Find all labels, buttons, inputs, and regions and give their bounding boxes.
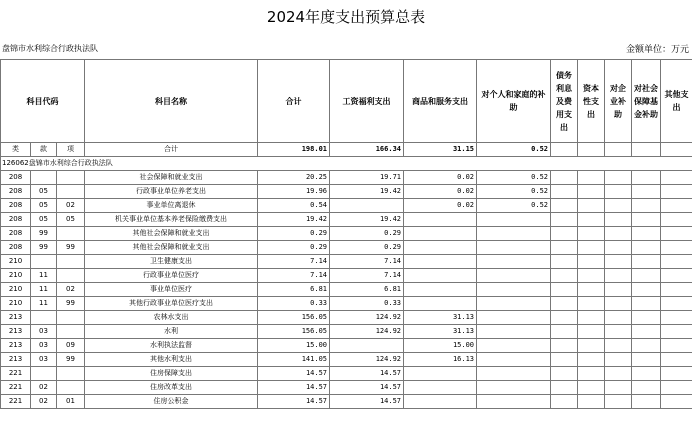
cell-name: 机关事业单位基本养老保险缴费支出 [85,213,258,227]
cell-empty [632,227,661,241]
cell-goods: 0.02 [404,185,477,199]
cell-lei: 208 [1,241,31,255]
cell-kuan: 05 [31,199,57,213]
cell-goods: 31.13 [404,311,477,325]
total-subsidy: 0.52 [477,143,551,157]
cell-kuan: 11 [31,283,57,297]
cell-xiang: 02 [57,283,85,297]
cell-subsidy [477,213,551,227]
cell-total: 19.42 [258,213,330,227]
cell-goods [404,255,477,269]
cell-empty [661,185,692,199]
cell-empty [661,227,692,241]
cell-empty [578,339,605,353]
cell-empty [578,241,605,255]
cell-empty [605,227,632,241]
col-other: 其他支出 [661,60,692,143]
cell-empty [661,297,692,311]
cell-empty [578,255,605,269]
table-row [1,283,692,297]
cell-subsidy [477,381,551,395]
cell-wages: 124.92 [330,325,404,339]
cell-empty [578,227,605,241]
cell-lei: 210 [1,255,31,269]
cell-total: 7.14 [258,269,330,283]
cell-empty [578,199,605,213]
cell-name: 农林水支出 [85,311,258,325]
cell-empty [632,297,661,311]
cell-wages [330,339,404,353]
total-wages: 166.34 [330,143,404,157]
cell-goods [404,283,477,297]
cell-empty [605,241,632,255]
cell-goods: 31.13 [404,325,477,339]
cell-lei: 221 [1,395,31,409]
cell-empty [551,339,578,353]
cell-wages: 0.33 [330,297,404,311]
cell-name: 行政事业单位养老支出 [85,185,258,199]
cell-name: 其他社会保障和就业支出 [85,227,258,241]
header-info [0,40,692,56]
total-sum: 198.01 [258,143,330,157]
cell-empty [551,241,578,255]
cell-empty [661,213,692,227]
cell-total: 141.05 [258,353,330,367]
amount-unit: 金额单位：万元 [625,45,689,55]
cell-subsidy [477,325,551,339]
cell-empty [605,171,632,185]
cell-empty [632,325,661,339]
cell-empty [661,269,692,283]
cell-total: 156.05 [258,311,330,325]
cell-subsidy [477,353,551,367]
cell-empty [578,269,605,283]
table-row [1,185,692,199]
cell-empty [632,353,661,367]
cell-empty [551,213,578,227]
cell-goods: 0.02 [404,199,477,213]
cell-empty [551,353,578,367]
cell-name: 其他行政事业单位医疗支出 [85,297,258,311]
cell-empty [605,269,632,283]
cell-empty [551,185,578,199]
cell-empty [551,255,578,269]
cell-empty [661,325,692,339]
cell-empty [632,213,661,227]
cell-name: 卫生健康支出 [85,255,258,269]
col-social-security: 对社会保障基金补助 [632,60,661,143]
cell-subsidy: 0.52 [477,171,551,185]
cell-wages [330,199,404,213]
cell-lei: 210 [1,283,31,297]
cell-name: 水利 [85,325,258,339]
cell-kuan [31,171,57,185]
cell-lei: 213 [1,325,31,339]
cell-empty [605,367,632,381]
cell-kuan: 11 [31,297,57,311]
cell-empty [605,297,632,311]
cell-empty [578,381,605,395]
cell-subsidy [477,241,551,255]
col-total: 合计 [258,60,330,143]
cell-empty [661,311,692,325]
cell-total: 20.25 [258,171,330,185]
cell-kuan: 99 [31,241,57,255]
cell-name: 住房公积金 [85,395,258,409]
cell-xiang [57,185,85,199]
cell-kuan: 05 [31,213,57,227]
cell-total: 0.54 [258,199,330,213]
cell-kuan [31,311,57,325]
cell-empty [551,297,578,311]
cell-empty [578,185,605,199]
cell-xiang [57,367,85,381]
cell-subsidy [477,255,551,269]
cell-empty [578,213,605,227]
cell-name: 社会保障和就业支出 [85,171,258,185]
cell-empty [605,311,632,325]
col-subject-name: 科目名称 [85,60,258,143]
cell-wages: 124.92 [330,311,404,325]
cell-empty [661,381,692,395]
cell-wages: 19.42 [330,185,404,199]
cell-xiang [57,269,85,283]
cell-total: 7.14 [258,255,330,269]
cell-subsidy: 0.52 [477,199,551,213]
cell-kuan: 11 [31,269,57,283]
cell-empty [632,339,661,353]
cell-empty [578,297,605,311]
cell-empty [551,325,578,339]
table-row [1,199,692,213]
cell-kuan: 05 [31,185,57,199]
col-kuan: 款 [31,143,57,157]
cell-empty [551,395,578,409]
cell-empty [632,185,661,199]
cell-empty [661,395,692,409]
cell-xiang: 05 [57,213,85,227]
cell-empty [661,241,692,255]
col-individual-subsidy: 对个人和家庭的补助 [477,60,551,143]
cell-lei: 213 [1,339,31,353]
cell-wages: 7.14 [330,255,404,269]
table-row [1,171,692,185]
cell-empty [578,395,605,409]
cell-kuan: 03 [31,325,57,339]
cell-lei: 208 [1,213,31,227]
cell-lei: 210 [1,297,31,311]
cell-wages: 14.57 [330,381,404,395]
cell-kuan [31,367,57,381]
cell-wages: 19.71 [330,171,404,185]
cell-subsidy [477,367,551,381]
cell-empty [661,353,692,367]
cell-goods [404,381,477,395]
cell-empty [605,213,632,227]
cell-total: 19.96 [258,185,330,199]
cell-kuan [31,255,57,269]
cell-empty [551,171,578,185]
cell-empty [605,395,632,409]
cell-empty [551,227,578,241]
cell-name: 其他社会保障和就业支出 [85,241,258,255]
table-row [1,353,692,367]
cell-total: 14.57 [258,381,330,395]
cell-goods [404,213,477,227]
cell-subsidy [477,297,551,311]
table-row [1,325,692,339]
table-row [1,381,692,395]
table-row [1,255,692,269]
cell-empty [551,199,578,213]
cell-total: 6.81 [258,283,330,297]
table-row [1,241,692,255]
cell-wages: 124.92 [330,353,404,367]
unit-name: 126062盘锦市水利综合行政执法队 [1,157,692,171]
cell-empty [661,171,692,185]
cell-empty [551,311,578,325]
cell-empty [578,171,605,185]
col-capital: 资本性支出 [578,60,605,143]
cell-name: 水利执法监督 [85,339,258,353]
cell-goods [404,269,477,283]
cell-empty [605,325,632,339]
cell-empty [578,353,605,367]
cell-xiang: 01 [57,395,85,409]
table-row [1,227,692,241]
cell-empty [551,381,578,395]
cell-empty [661,367,692,381]
cell-empty [605,255,632,269]
cell-empty [578,367,605,381]
cell-empty [551,367,578,381]
cell-xiang: 99 [57,297,85,311]
col-debt-interest: 债务利息及费用支出 [551,60,578,143]
cell-subsidy [477,311,551,325]
cell-subsidy [477,227,551,241]
cell-wages: 14.57 [330,367,404,381]
cell-xiang [57,381,85,395]
cell-wages: 14.57 [330,395,404,409]
cell-wages: 6.81 [330,283,404,297]
cell-goods: 15.00 [404,339,477,353]
cell-empty [632,171,661,185]
cell-xiang: 09 [57,339,85,353]
total-label: 合计 [85,143,258,157]
cell-empty [661,339,692,353]
cell-xiang [57,325,85,339]
cell-wages: 7.14 [330,269,404,283]
cell-goods [404,297,477,311]
col-enterprise-subsidy: 对企业补助 [605,60,632,143]
cell-empty [632,241,661,255]
budget-table [0,59,692,409]
cell-xiang [57,227,85,241]
cell-empty [632,283,661,297]
cell-name: 其他水利支出 [85,353,258,367]
cell-xiang: 02 [57,199,85,213]
total-row [1,143,692,157]
cell-wages: 0.29 [330,241,404,255]
cell-empty [551,269,578,283]
unit-row [1,157,692,171]
table-row [1,367,692,381]
cell-empty [632,255,661,269]
cell-kuan: 02 [31,395,57,409]
cell-subsidy [477,395,551,409]
cell-kuan: 99 [31,227,57,241]
col-goods-services: 商品和服务支出 [404,60,477,143]
cell-empty [578,311,605,325]
cell-lei: 208 [1,185,31,199]
cell-kuan: 02 [31,381,57,395]
cell-empty [632,395,661,409]
cell-goods [404,367,477,381]
cell-goods: 0.02 [404,171,477,185]
cell-xiang [57,255,85,269]
table-row [1,213,692,227]
cell-empty [605,353,632,367]
cell-lei: 221 [1,381,31,395]
cell-empty [632,381,661,395]
table-row [1,269,692,283]
cell-total: 15.00 [258,339,330,353]
cell-xiang: 99 [57,241,85,255]
cell-empty [632,367,661,381]
cell-empty [605,185,632,199]
cell-empty [551,283,578,297]
cell-subsidy [477,269,551,283]
col-lei: 类 [1,143,31,157]
cell-empty [605,339,632,353]
cell-empty [632,199,661,213]
cell-lei: 210 [1,269,31,283]
cell-empty [661,283,692,297]
cell-wages: 0.29 [330,227,404,241]
cell-xiang [57,171,85,185]
table-row [1,311,692,325]
cell-lei: 221 [1,367,31,381]
cell-empty [578,325,605,339]
cell-total: 0.29 [258,241,330,255]
cell-goods [404,241,477,255]
cell-empty [632,269,661,283]
cell-kuan: 03 [31,339,57,353]
cell-subsidy [477,339,551,353]
cell-goods [404,395,477,409]
cell-total: 14.57 [258,395,330,409]
cell-xiang [57,311,85,325]
cell-lei: 208 [1,199,31,213]
cell-empty [605,283,632,297]
cell-empty [632,311,661,325]
table-row [1,395,692,409]
cell-name: 住房保障支出 [85,367,258,381]
org-name: 盘锦市水利综合行政执法队 [2,44,98,53]
cell-lei: 213 [1,353,31,367]
total-goods: 31.15 [404,143,477,157]
cell-subsidy [477,283,551,297]
page-title: 2024年度支出预算总表 [266,8,426,26]
cell-goods [404,227,477,241]
cell-lei: 208 [1,227,31,241]
cell-total: 0.33 [258,297,330,311]
col-wages: 工资福利支出 [330,60,404,143]
cell-empty [605,381,632,395]
cell-lei: 213 [1,311,31,325]
cell-empty [661,199,692,213]
cell-name: 住房改革支出 [85,381,258,395]
cell-name: 事业单位离退休 [85,199,258,213]
cell-xiang: 99 [57,353,85,367]
cell-empty [605,199,632,213]
cell-subsidy: 0.52 [477,185,551,199]
cell-goods: 16.13 [404,353,477,367]
cell-empty [661,255,692,269]
cell-total: 14.57 [258,367,330,381]
header-row [1,60,692,143]
table-row [1,297,692,311]
cell-wages: 19.42 [330,213,404,227]
cell-empty [578,283,605,297]
cell-kuan: 03 [31,353,57,367]
col-xiang: 项 [57,143,85,157]
cell-name: 事业单位医疗 [85,283,258,297]
col-subject-code: 科目代码 [1,60,85,143]
cell-total: 156.05 [258,325,330,339]
cell-lei: 208 [1,171,31,185]
cell-name: 行政事业单位医疗 [85,269,258,283]
cell-total: 0.29 [258,227,330,241]
table-row [1,339,692,353]
